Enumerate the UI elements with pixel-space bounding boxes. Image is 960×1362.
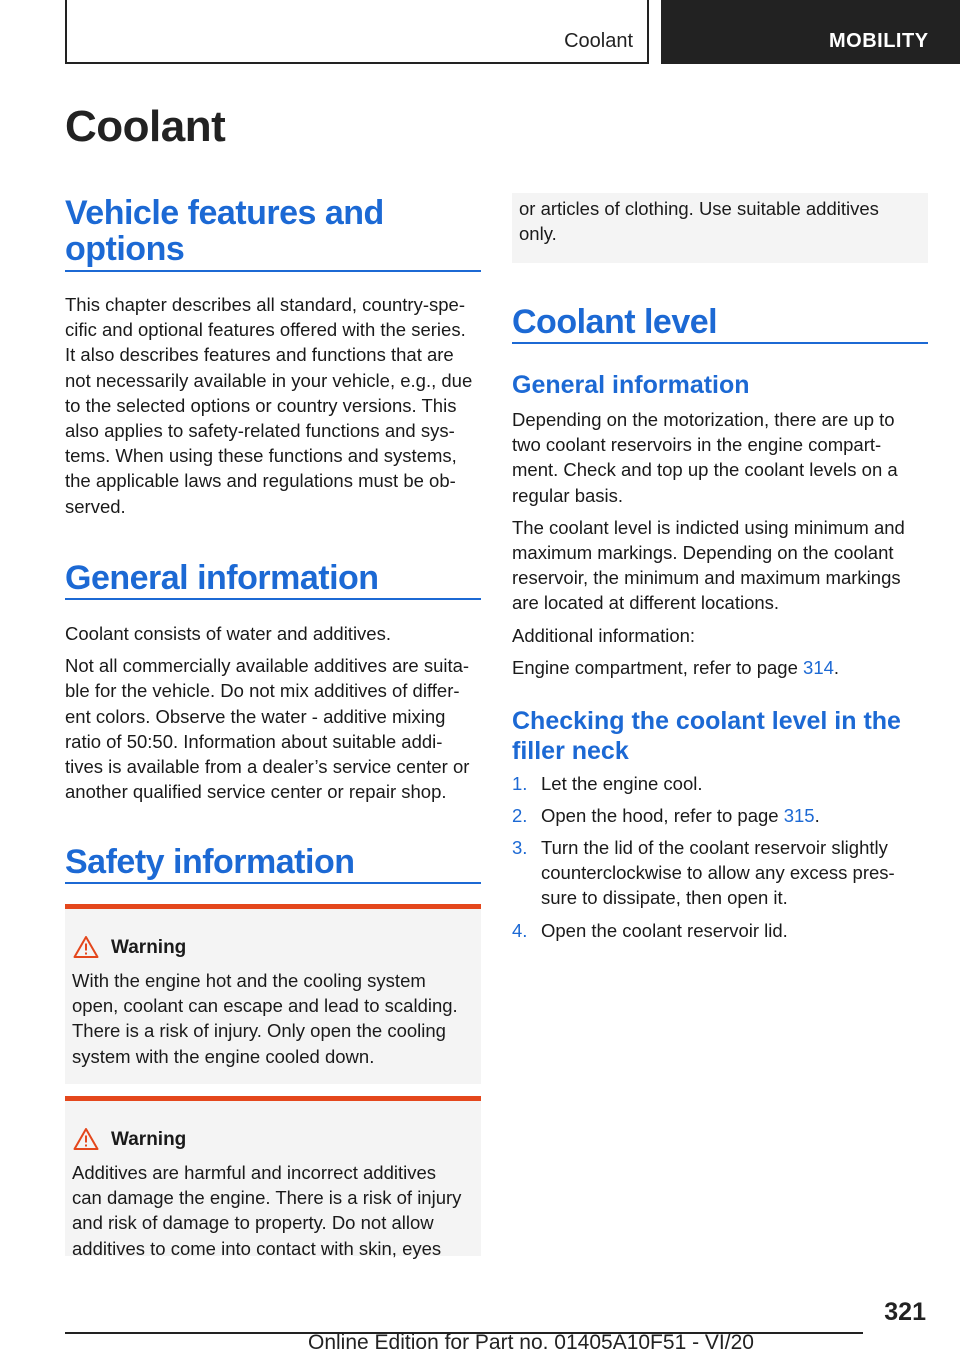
page-number: 321 bbox=[884, 1298, 926, 1326]
step-text: Open the coolant reservoir lid. bbox=[541, 920, 788, 941]
header-chapter-label: MOBILITY bbox=[829, 30, 929, 52]
text-line: and risk of damage to property. Do not allow bbox=[72, 1212, 434, 1234]
text-line: ble for the vehicle. Do not mix additives of differ‐ bbox=[65, 680, 460, 702]
heading-line: options bbox=[65, 230, 185, 268]
text-line: ment. Check and top up the coolant levels on a bbox=[512, 459, 898, 481]
warning-title: Warning bbox=[111, 937, 187, 958]
vehicle-features-text bbox=[65, 292, 485, 519]
text-line: regular basis. bbox=[512, 484, 624, 506]
heading-line: Checking the coolant level in the bbox=[512, 707, 901, 735]
text-line: additives to come into contact with skin, eyes bbox=[72, 1237, 442, 1259]
engine-compartment-reference bbox=[512, 655, 932, 680]
text-line: Coolant consists of water and additives. bbox=[65, 623, 391, 644]
reference-text: Engine compartment, refer to page bbox=[512, 656, 804, 678]
header-chapter-tab bbox=[661, 0, 960, 64]
warning-box bbox=[65, 904, 481, 1084]
heading-rule bbox=[65, 598, 481, 600]
heading-vehicle-features bbox=[65, 195, 384, 267]
header-section-tab bbox=[65, 0, 649, 64]
page-link-315[interactable]: 315 bbox=[783, 805, 815, 826]
text-line: Turn the lid of the coolant reservoir slightly bbox=[541, 837, 888, 858]
heading-coolant-level: Coolant level bbox=[512, 303, 718, 341]
heading-rule bbox=[65, 882, 481, 884]
warning-triangle-icon bbox=[73, 935, 99, 959]
text-line: cific and optional features offered with the series. bbox=[65, 319, 466, 341]
text-line: With the engine hot and the cooling system bbox=[72, 970, 426, 991]
coolant-level-text bbox=[512, 407, 932, 680]
page-title: Coolant bbox=[65, 102, 226, 151]
text-line: only. bbox=[519, 223, 557, 245]
text-line: Additional information: bbox=[512, 624, 696, 646]
text-line: tems. When using these functions and systems, bbox=[65, 445, 457, 467]
page-link-314[interactable]: 314 bbox=[803, 656, 834, 678]
text-line: another qualified service center or repair shop. bbox=[65, 781, 447, 803]
text-line: This chapter describes all standard, country-spe‐ bbox=[65, 294, 465, 315]
warning-box bbox=[65, 1096, 481, 1259]
warning-text bbox=[72, 1160, 476, 1261]
text-line: system with the engine cooled down. bbox=[72, 1045, 375, 1067]
text-line: can damage the engine. There is a risk of injury bbox=[72, 1187, 462, 1209]
step-text bbox=[541, 803, 921, 828]
warning-title: Warning bbox=[111, 1129, 187, 1150]
reference-text: Open the hood, refer to page bbox=[541, 805, 784, 826]
text-line: reservoir, the minimum and maximum markings bbox=[512, 567, 901, 589]
step-number: 1. bbox=[512, 773, 528, 794]
step-text: Let the engine cool. bbox=[541, 773, 703, 794]
general-info-text bbox=[65, 621, 485, 804]
heading-line: filler neck bbox=[512, 737, 629, 765]
text-line: Depending on the motorization, there are up to bbox=[512, 409, 895, 430]
step-text bbox=[541, 835, 921, 911]
text-line: Not all commercially available additives are suita‐ bbox=[65, 655, 470, 677]
text-line: or articles of clothing. Use suitable additives bbox=[519, 198, 879, 219]
warning-text bbox=[72, 968, 476, 1069]
text-line: the applicable laws and regulations must be ob‐ bbox=[65, 470, 456, 492]
text-line: sure to dissipate, then open it. bbox=[541, 887, 788, 909]
text-line: It also describes features and functions that are bbox=[65, 344, 454, 366]
text-line: There is a risk of injury. Only open the cooling bbox=[72, 1020, 446, 1042]
step-number: 2. bbox=[512, 805, 528, 826]
step-number: 3. bbox=[512, 837, 528, 858]
heading-rule bbox=[512, 342, 928, 344]
warning-continued-box bbox=[512, 193, 928, 263]
text-line: ratio of 50:50. Information about suitable addi‐ bbox=[65, 730, 443, 752]
subheading-general-information: General information bbox=[512, 371, 750, 399]
text-line: ent colors. Observe the water - additive mixing bbox=[65, 705, 446, 727]
text-line: also applies to safety-related functions and sys‐ bbox=[65, 420, 455, 442]
text-line: two coolant reservoirs in the engine compart‐ bbox=[512, 434, 882, 456]
text-line: open, coolant can escape and lead to scalding. bbox=[72, 995, 458, 1017]
warning-triangle-icon bbox=[73, 1127, 99, 1151]
heading-safety-information: Safety information bbox=[65, 843, 355, 881]
reference-end: . bbox=[833, 656, 840, 678]
header-section-label: Coolant bbox=[564, 30, 633, 52]
edition-label: Online Edition for Part no. 01405A10F51 - VI/20 bbox=[308, 1331, 754, 1354]
text-line: tives is available from a dealer’s service center or bbox=[65, 756, 470, 778]
text-line: to the selected options or country versions. This bbox=[65, 394, 457, 416]
text-line: are located at different locations. bbox=[512, 592, 780, 614]
text-line: not necessarily available in your vehicle, e.g., due bbox=[65, 369, 473, 391]
heading-line: Vehicle features and bbox=[65, 194, 384, 232]
text-line: Additives are harmful and incorrect additives bbox=[72, 1162, 437, 1183]
warning-continued-text bbox=[519, 196, 919, 246]
step-number: 4. bbox=[512, 920, 528, 941]
text-line: maximum markings. Depending on the coolant bbox=[512, 542, 894, 564]
text-line: The coolant level is indicted using minimum and bbox=[512, 516, 905, 538]
reference-end: . bbox=[814, 805, 820, 826]
heading-general-information: General information bbox=[65, 559, 379, 597]
text-line: counterclockwise to allow any excess pres‐ bbox=[541, 862, 895, 884]
subheading-checking-coolant-level bbox=[512, 706, 901, 766]
text-line: served. bbox=[65, 495, 126, 517]
heading-rule bbox=[65, 270, 481, 272]
